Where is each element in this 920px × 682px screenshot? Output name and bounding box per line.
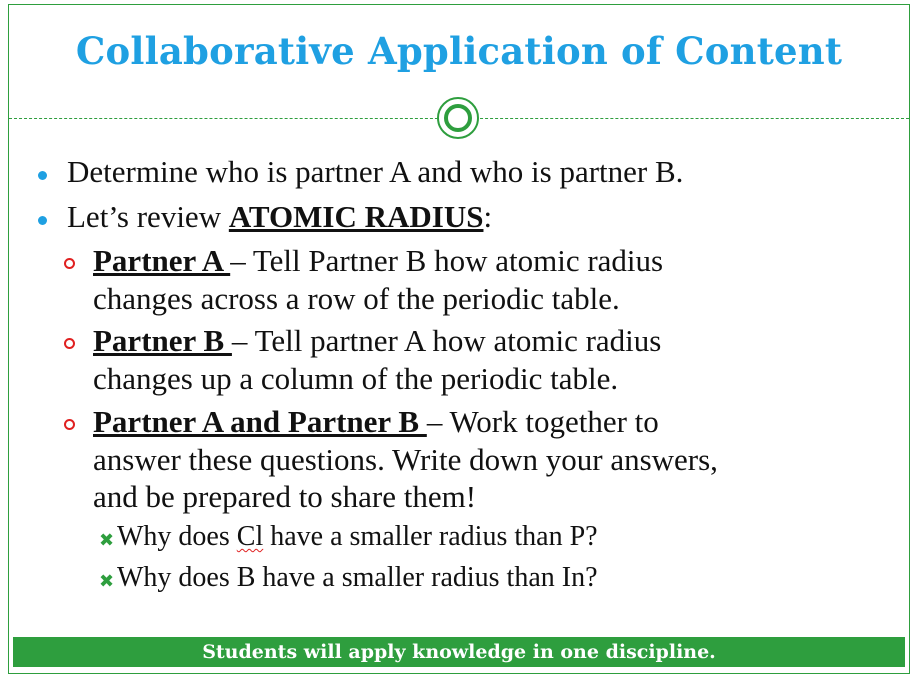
slide [8, 4, 910, 674]
spellcheck-word: Cl [236, 521, 264, 552]
bullet-1: Determine who is partner A and who is partner B. [67, 154, 684, 189]
partner-a-line-2: changes across a row of the periodic table. [93, 281, 620, 316]
ring-bullet-icon [64, 258, 75, 269]
partner-ab-line-1: Partner A and Partner B – Work together to [93, 404, 659, 439]
partner-a-label: Partner A [93, 243, 231, 278]
question-2: Why does B have a smaller radius than In? [117, 562, 598, 593]
ring-bullet-icon [64, 419, 75, 430]
partner-ab-line-3: and be prepared to share them! [93, 479, 477, 514]
partner-ab-label: Partner A and Partner B [93, 404, 427, 439]
atomic-radius-heading: ATOMIC RADIUS [228, 199, 484, 234]
x-bullet-icon: ✖ [99, 571, 115, 592]
partner-b-line-1: Partner B – Tell partner A how atomic radius [93, 323, 662, 358]
bullet-dot-icon [38, 216, 47, 225]
partner-b-label: Partner B [93, 323, 232, 358]
ring-bullet-icon [64, 338, 75, 349]
x-bullet-icon: ✖ [99, 530, 115, 551]
slide-title: Collaborative Application of Content [75, 29, 843, 73]
bullet-dot-icon [38, 171, 47, 180]
partner-a-line-1: Partner A – Tell Partner B how atomic radius [93, 243, 664, 278]
partner-ab-line-2: answer these questions. Write down your answers, [93, 442, 718, 477]
partner-b-line-2: changes up a column of the periodic table. [93, 361, 619, 396]
bullet-2-prefix: Let’s review [67, 199, 229, 234]
bullet-2-suffix: : [483, 199, 493, 234]
question-1: Why does Cl have a smaller radius than P? [117, 521, 598, 552]
footer-banner: Students will apply knowledge in one discipline. [13, 637, 905, 667]
circle-ornament-icon [437, 97, 479, 139]
bullet-2 [67, 199, 492, 235]
